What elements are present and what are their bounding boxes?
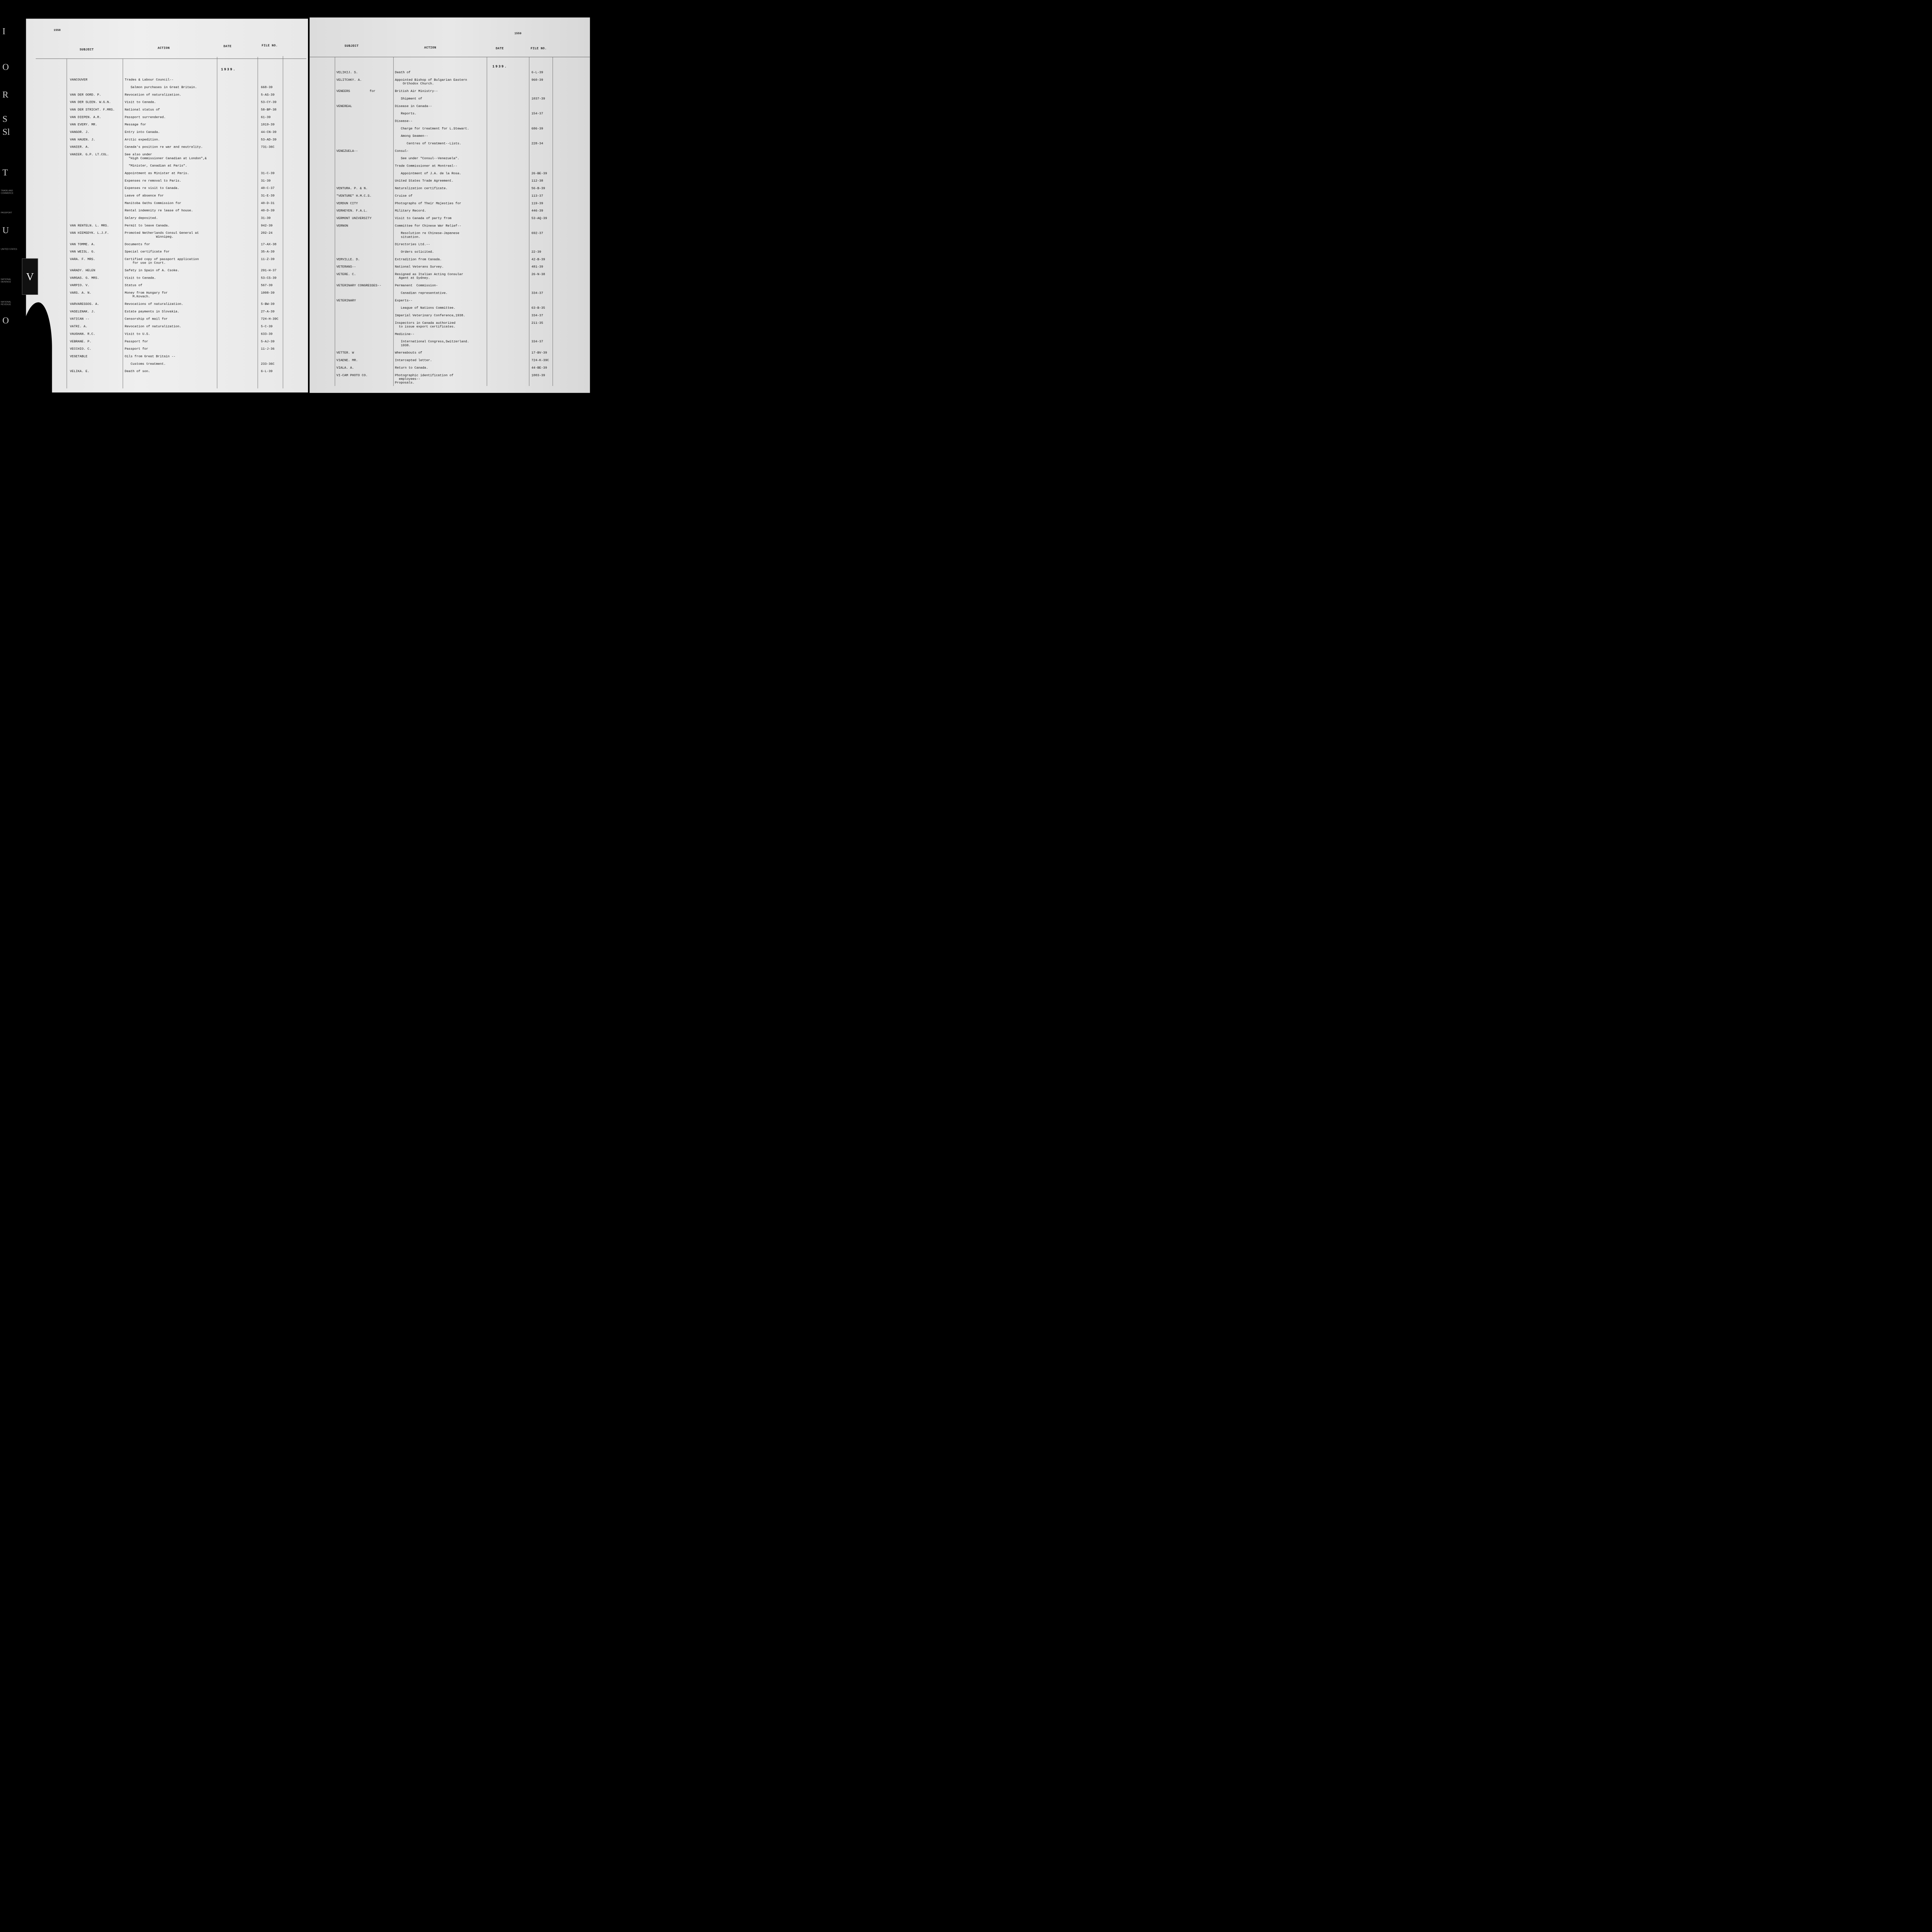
entry-subject: VAN DER STRICHT. F.MRS. [70, 108, 115, 112]
entry-subject: VAN HIEMSDYK. L.J.F. [70, 231, 109, 235]
entry-file-no: 17-BV-39 [531, 351, 547, 355]
entry-subject: VAN WEISL. G. [70, 250, 95, 254]
entry-action: Passport for [124, 340, 148, 344]
entry-subject: VIAENE. MR. [336, 358, 358, 362]
entry-action: Revocation of naturalization. [124, 325, 182, 328]
entry-action: Certified copy of passport application for use in Court. [124, 257, 199, 265]
entry-action: Expenses re removal to Paris. [124, 179, 182, 183]
entry-action: Naturalization certificate. [395, 186, 448, 190]
entry-action: Resigned as Italian Acting Consular Agent at Sydney. [395, 272, 463, 280]
entry-action: Consul- [395, 149, 409, 153]
header-subject: SUBJECT [344, 44, 359, 48]
column-rule [393, 57, 394, 386]
entry-file-no: 40-D-39 [261, 209, 275, 213]
entry-file-no: 40-C-37 [261, 186, 275, 190]
entry-action: Visit to U.S. [124, 332, 150, 336]
entry-file-no: 446-39 [531, 209, 543, 213]
entry-action: Medicine-- [395, 332, 415, 336]
tab-letter: U [2, 225, 9, 235]
header-action: ACTION [157, 46, 170, 50]
entry-file-no: 731-36C [261, 145, 275, 149]
entry-action: Money from Hungary for M.Kovach. [124, 291, 168, 299]
entry-subject: VIALA. A. [336, 366, 354, 370]
entry-subject: VERNON [336, 224, 348, 228]
entry-subject: VATRI. A. [70, 325, 88, 328]
entry-action: Reports. [395, 112, 417, 116]
entry-file-no: 11-Z-39 [261, 257, 275, 261]
right-ledger-page [310, 17, 590, 393]
entry-action: Death of [395, 70, 411, 75]
entry-subject: VETERANS-- [336, 265, 356, 269]
entry-action: Status of [124, 283, 143, 287]
entry-action: Return to Canada. [395, 366, 428, 370]
entry-file-no: 334-37 [531, 340, 543, 344]
entry-action: International Congress,Switzerland. 1938. [401, 340, 469, 347]
operator-hand-shadow [18, 302, 52, 416]
entry-file-no: 35-A-39 [261, 250, 275, 254]
entry-action: Safety in Spain of A. Csoke. [124, 269, 180, 272]
entry-subject: VERDUN CITY [336, 201, 358, 206]
entry-subject: VELIKA. E. [70, 369, 90, 373]
entry-action: Cruise of [395, 194, 413, 198]
entry-action: Appointed Bishop of Bulgarian Eastern Orthodox Church. [395, 78, 467, 86]
entry-action: Death of son. [124, 369, 150, 373]
entry-file-no: 119-39 [531, 201, 543, 206]
entry-subject: VELIKIJ. S. [336, 70, 358, 75]
entry-file-no: 26-BE-39 [531, 172, 547, 175]
tab-caption: UNITED STATES [1, 248, 17, 250]
entry-action: Customs treatment. [124, 362, 166, 366]
entry-file-no: 56-B-39 [531, 186, 545, 190]
entry-subject: VENTURA. P. & N. [336, 186, 368, 190]
entry-action: Whereabouts of [395, 351, 422, 355]
entry-file-no: 154-37 [531, 112, 543, 116]
entry-subject: VANGOR. J. [70, 130, 90, 134]
entry-action: Committee for Chinese War Relief-- [395, 224, 461, 228]
entry-subject: VARGAS. G. MRS. [70, 276, 99, 280]
entry-file-no: 334-37 [531, 291, 543, 295]
entry-subject: VETERINARY [336, 299, 356, 303]
tab-caption: NATIONAL REVENUE [1, 301, 11, 306]
entry-action: Resolution re Chinese-Japanese situation. [401, 231, 459, 239]
entry-subject: VAN DER OORD. P. [70, 93, 101, 97]
entry-file-no: 58-BP-38 [261, 108, 277, 112]
entry-action: Trades & Labour Council-- [124, 78, 174, 82]
entry-file-no: 1008-39 [261, 291, 275, 295]
entry-action: Permanent Commission- [395, 284, 438, 287]
entry-file-no: 211-35 [531, 321, 543, 325]
entry-action: League of Nations Committee. [395, 306, 456, 310]
entry-action: Photographic identification of employees-- Proposals. [395, 373, 454, 385]
entry-file-no: 567-39 [261, 283, 273, 287]
entry-file-no: 42-B-39 [531, 257, 545, 262]
entry-subject: VELITCHKY. A. [336, 78, 362, 82]
entry-file-no: 633-39 [261, 332, 273, 336]
entry-subject: VEGETABLE [70, 354, 88, 359]
entry-subject: VANCOUVER [70, 78, 88, 82]
entry-file-no: 5-AS-39 [261, 93, 275, 97]
entry-action: National status of [124, 108, 160, 112]
entry-file-no: 17-AX-38 [261, 242, 277, 246]
entry-action: Appointment as Minister at Paris. [124, 171, 189, 175]
entry-action: Visit to Canada. [124, 276, 156, 280]
entry-file-no: 233-36C [261, 362, 275, 366]
entry-action: Visit to Canada of party from [395, 216, 452, 220]
entry-file-no: 1003-39 [531, 373, 545, 378]
entry-action: United States Trade Agreement. [395, 179, 454, 183]
entry-action: Directories Ltd.-- [395, 242, 430, 247]
entry-file-no: 53-CY-39 [261, 100, 277, 104]
entry-subject: VENEREAL [336, 104, 352, 108]
entry-action: Military Record. [395, 209, 426, 213]
entry-subject: VARADY. HELEN [70, 269, 95, 272]
entry-file-no: 113-37 [531, 194, 543, 198]
entry-subject: VANIER. G.P. LT.COL. [70, 153, 109, 156]
page-number: 1559 [514, 32, 522, 35]
entry-action: Special certificate for [124, 250, 170, 254]
entry-file-no: 53-AD-39 [261, 138, 277, 142]
entry-action: "Minister, Canadian at Paris". [124, 164, 187, 168]
entry-action: See also under "High Commissioner Canadian at London",& [124, 153, 207, 160]
entry-action: Charge for treatment for L.Stewart. [395, 127, 469, 131]
entry-subject: VAN TOMME. A. [70, 242, 95, 246]
entry-action: Passport for [124, 347, 148, 351]
tab-letter: R [2, 89, 9, 100]
entry-action: Visit to Canada. [124, 100, 156, 104]
entry-file-no: 53-AQ-39 [531, 216, 547, 220]
entry-action: Disease-- [395, 119, 413, 123]
entry-file-no: 692-37 [531, 231, 543, 235]
entry-file-no: 44-BE-39 [531, 366, 547, 370]
entry-action: Extradition from Canada. [395, 257, 442, 262]
entry-action: See under "Consul--Venezuela". [395, 156, 459, 160]
entry-subject: VERHEYEN. F.A.L. [336, 209, 368, 213]
entry-action: Intercepted letter. [395, 358, 432, 362]
entry-file-no: 724-H-39C [261, 317, 279, 321]
entry-subject: VI-CAM PHOTO CO. [336, 373, 368, 378]
entry-subject: VETTER. W [336, 351, 354, 355]
tab-letter: Sl [2, 127, 10, 137]
year-heading: 1939. [492, 65, 508, 69]
entry-action: Trade Commissioner at Montreal-- [395, 164, 457, 168]
entry-file-no: 53-CS-39 [261, 276, 277, 280]
entry-file-no: 61-39 [261, 115, 271, 119]
left-ledger-page [26, 19, 308, 392]
column-rule [66, 58, 67, 388]
entry-file-no: 31-E-39 [261, 194, 275, 198]
entry-action: Entry into Canada. [124, 130, 160, 134]
entry-action: Censorship of mail for [124, 317, 168, 321]
entry-file-no: 31-39 [261, 179, 271, 183]
tab-letter: O [2, 315, 9, 326]
microfilm-frame [0, 0, 606, 413]
entry-subject: VATICAN -- [70, 317, 90, 321]
entry-file-no: 22-39 [531, 250, 541, 254]
entry-action: Centres of treatment--Lists. [395, 141, 461, 146]
entry-action: Salary deposited. [124, 216, 158, 220]
tab-caption: PASSPORT [1, 211, 12, 214]
index-tab-strip [0, 0, 20, 413]
entry-action: Permit to leave Canada. [124, 224, 170, 228]
entry-subject: VERMONT UNIVERSITY [336, 216, 372, 220]
entry-action: National Veterans Survey. [395, 265, 444, 269]
entry-subject: VENEZUELA-- [336, 149, 358, 153]
entry-file-no: 942-39 [261, 224, 273, 228]
entry-file-no: 686-39 [531, 127, 543, 131]
entry-subject: VARVARESSOS. A. [70, 302, 99, 306]
header-date: DATE [495, 46, 504, 50]
entry-subject: VENEERS for [336, 89, 376, 93]
entry-subject: VANIER. A. [70, 145, 90, 149]
column-rule [217, 57, 218, 388]
entry-file-no: 44-CN-39 [261, 130, 277, 134]
entry-file-no: 1019-39 [261, 122, 275, 127]
entry-action: Passport surrendered. [124, 115, 166, 119]
entry-action: British Air Ministry-- [395, 89, 438, 93]
entry-subject: VECCHIO. C. [70, 347, 92, 351]
entry-action: Leave of absence for [124, 194, 164, 198]
header-subject: SUBJECT [80, 48, 94, 52]
entry-action: Imperial Veterinary Conference,1938. [395, 313, 465, 318]
entry-action: Arctic expedition. [124, 138, 160, 142]
entry-file-no: 5-AJ-39 [261, 340, 275, 344]
entry-file-no: 112-38 [531, 179, 543, 183]
entry-subject: VARS. A. N. [70, 291, 92, 295]
entry-file-no: 668-39 [261, 85, 273, 89]
tab-letter: T [2, 167, 8, 178]
entry-file-no: 334-37 [531, 313, 543, 318]
entry-action: Rental indemnity re lease of house. [124, 209, 193, 213]
index-tab-v: V [22, 259, 38, 295]
entry-subject: VAN EVERY. MR. [70, 122, 97, 127]
entry-subject: VASELENAK. J. [70, 310, 95, 314]
entry-file-no: 5-BW-39 [261, 302, 275, 306]
entry-action: Canadian representative. [395, 291, 448, 295]
entry-file-no: 960-39 [531, 78, 543, 82]
entry-file-no: 11-J-36 [261, 347, 275, 351]
entry-file-no: 1037-39 [531, 97, 545, 101]
entry-action: Orders solicited. [395, 250, 434, 254]
entry-subject: VARA. F. MRS. [70, 257, 95, 261]
entry-subject: VARPIO. V. [70, 283, 90, 287]
entry-action: Photographs of Their Majesties for [395, 201, 461, 206]
entry-action: Experts-- [395, 299, 413, 303]
tab-letter: I [2, 26, 6, 36]
entry-subject: VAN HAUEN. J. [70, 138, 95, 142]
entry-action: Appointment of J.A. de la Rosa. [395, 172, 461, 175]
header-action: ACTION [424, 46, 437, 49]
tab-letter: S [2, 114, 8, 124]
page-number: 1558 [53, 28, 61, 32]
entry-file-no: 26-N-38 [531, 272, 545, 276]
entry-action: Canada's position re war and neutrality. [124, 145, 203, 149]
entry-file-no: 228-34 [531, 141, 543, 146]
entry-action: Salmon purchases in Great Britain. [124, 85, 197, 89]
entry-file-no: 27-A-39 [261, 310, 275, 314]
entry-subject: VERVILLE. D. [336, 257, 360, 262]
entry-subject: VETERE. C. [336, 272, 356, 276]
entry-action: Among Seamen-- [395, 134, 428, 138]
entry-subject: VAUGHAN. R.C. [70, 332, 95, 336]
entry-subject: VAN DER SLEEN. W.G.N. [70, 100, 111, 104]
header-file-no: FILE NO. [531, 46, 547, 50]
entry-file-no: 724-K-39C [531, 358, 549, 362]
entry-file-no: 31-39 [261, 216, 271, 220]
header-rule [36, 58, 306, 59]
year-heading: 1939. [221, 67, 236, 71]
entry-action: Promoted Netherlands Consul General at Winnipeg. [124, 231, 199, 239]
entry-subject: VAN RENTELN. L. MRS. [70, 224, 109, 228]
tab-caption: TRADE AND COMMERCE [1, 189, 14, 194]
entry-subject: VAN DIEPEN. A.R. [70, 115, 101, 119]
entry-action: Estate payments in Slovakia. [124, 310, 180, 314]
entry-file-no: 6-L-39 [261, 369, 273, 373]
entry-action: Message for [124, 122, 146, 127]
header-date: DATE [223, 44, 232, 48]
entry-action: Inspectors in Canada authorized to issue export certificates. [395, 321, 456, 329]
entry-action: Shipment of [395, 97, 422, 101]
entry-file-no: 291-H-37 [261, 269, 277, 272]
entry-action: Disease in Canada-- [395, 104, 432, 108]
entry-action: Revocation of naturalization. [124, 93, 182, 97]
entry-file-no: 202-24 [261, 231, 273, 235]
tab-caption: NATIONAL DEFENCE [1, 278, 11, 283]
entry-action: Documents for [124, 242, 150, 246]
entry-subject: "VENTURE" H.M.C.S. [336, 194, 372, 198]
entry-subject: VETERINARY CONGRESSES-- [336, 284, 381, 287]
tab-letter: O [2, 62, 9, 72]
entry-file-no: 481-39 [531, 265, 543, 269]
entry-action: Expenses re visit to Canada. [124, 186, 180, 190]
entry-subject: VEBRANE. P. [70, 340, 92, 344]
entry-file-no: 6-L-39 [531, 70, 543, 75]
entry-action: Revocations of naturalization. [124, 302, 184, 306]
entry-action: Manitoba Oaths Commission for [124, 201, 182, 205]
entry-file-no: 31-C-39 [261, 171, 275, 175]
header-file-no: FILE NO. [262, 44, 278, 48]
entry-file-no: 40-D-31 [261, 201, 275, 205]
entry-file-no: 63-B-35 [531, 306, 545, 310]
entry-action: Oils from Great Britain -- [124, 354, 176, 359]
entry-file-no: 5-C-39 [261, 325, 273, 328]
